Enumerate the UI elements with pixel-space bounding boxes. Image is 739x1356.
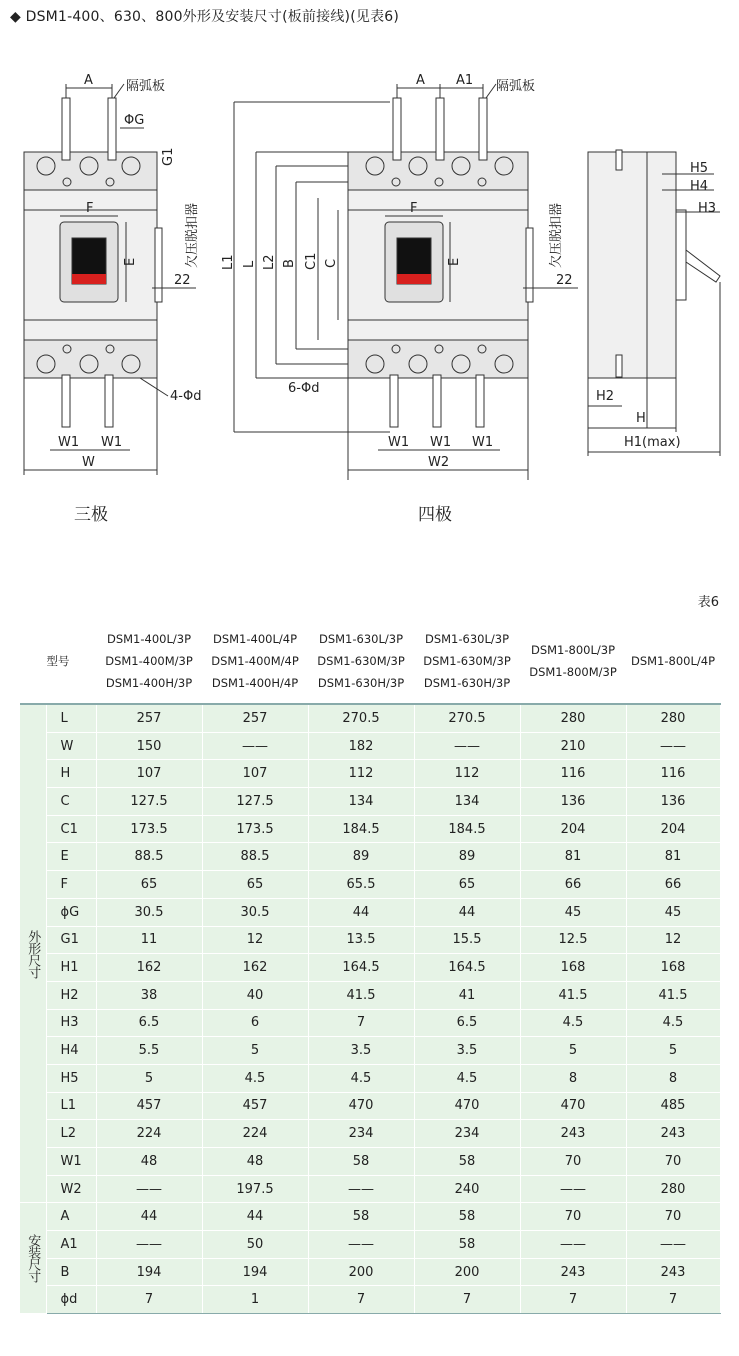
- dim-label-e-4p: E: [447, 257, 462, 266]
- dim-label-w1-c: W1: [388, 435, 410, 450]
- page-heading: ◆ DSM1-400、630、800外形及安装尺寸(板前接线)(见表6): [10, 9, 400, 25]
- dim-label-w1-a: W1: [58, 435, 80, 450]
- model-column: [414, 619, 520, 704]
- table-cell: 1: [202, 1286, 308, 1314]
- dim-label-w1-b: W1: [101, 435, 123, 450]
- table-row: [20, 1037, 720, 1065]
- table-cell: ——: [308, 1231, 414, 1259]
- table-cell: 224: [96, 1120, 202, 1148]
- table-cell: 12.5: [520, 926, 626, 954]
- table-cell: 470: [308, 1092, 414, 1120]
- table-row: [20, 843, 720, 871]
- table-cell: 136: [520, 788, 626, 816]
- table-cell: 184.5: [308, 815, 414, 843]
- model-name: DSM1-400H/3P: [105, 676, 193, 690]
- table-cell: 162: [202, 954, 308, 982]
- table-cell: 134: [414, 788, 520, 816]
- table-cell: 457: [96, 1092, 202, 1120]
- table-cell: 45: [626, 898, 720, 926]
- dim-label-w: W: [82, 455, 95, 470]
- table-cell: 41: [414, 981, 520, 1009]
- dim-label-a1: A1: [456, 73, 474, 88]
- table-label: 表6: [697, 595, 719, 610]
- label-holes-4p: 6-Φd: [288, 381, 320, 396]
- table-cell: 70: [626, 1203, 720, 1231]
- table-cell: 257: [96, 704, 202, 732]
- row-label: H3: [46, 1009, 96, 1037]
- table-row: [20, 1092, 720, 1120]
- row-label: G1: [46, 926, 96, 954]
- table-cell: 197.5: [202, 1175, 308, 1203]
- table-cell: 243: [520, 1120, 626, 1148]
- table-cell: 116: [626, 760, 720, 788]
- table-cell: 204: [626, 815, 720, 843]
- table-cell: 4.5: [626, 1009, 720, 1037]
- table-cell: 6.5: [414, 1009, 520, 1037]
- table-cell: 58: [414, 1203, 520, 1231]
- table-cell: 107: [202, 760, 308, 788]
- table-cell: 162: [96, 954, 202, 982]
- table-cell: 44: [202, 1203, 308, 1231]
- table-cell: 200: [414, 1258, 520, 1286]
- model-name: DSM1-400M/3P: [105, 654, 193, 668]
- table-cell: 7: [520, 1286, 626, 1314]
- table-cell: 7: [626, 1286, 720, 1314]
- model-column: [202, 619, 308, 704]
- dim-label-w1-e: W1: [472, 435, 494, 450]
- table-cell: 66: [626, 871, 720, 899]
- table-row: [20, 732, 720, 760]
- dimension-drawing: [0, 40, 739, 500]
- table-row: [20, 1175, 720, 1203]
- table-cell: 5: [202, 1037, 308, 1065]
- table-cell: ——: [308, 1175, 414, 1203]
- table-cell: 243: [626, 1120, 720, 1148]
- table-cell: 3.5: [414, 1037, 520, 1065]
- dim-label-h5: H5: [690, 161, 709, 176]
- model-name: DSM1-630M/3P: [317, 654, 405, 668]
- model-name: DSM1-630M/3P: [423, 654, 511, 668]
- table-cell: 58: [308, 1203, 414, 1231]
- table-row: [20, 815, 720, 843]
- dim-label-c: C: [324, 258, 339, 268]
- table-cell: 173.5: [202, 815, 308, 843]
- table-cell: 12: [626, 926, 720, 954]
- table-cell: 194: [96, 1258, 202, 1286]
- label-arc-plate-3p: 隔弧板: [126, 79, 166, 94]
- table-cell: 127.5: [96, 788, 202, 816]
- table-cell: 257: [202, 704, 308, 732]
- table-cell: 470: [520, 1092, 626, 1120]
- row-label: W: [46, 732, 96, 760]
- table-row: [20, 1148, 720, 1176]
- dim-label-e-3p: E: [123, 257, 138, 266]
- table-cell: 234: [308, 1120, 414, 1148]
- table-cell: 164.5: [414, 954, 520, 982]
- dim-label-h1max: H1(max): [624, 435, 681, 450]
- model-header: 型号: [20, 619, 96, 704]
- model-name: DSM1-400H/4P: [211, 676, 299, 690]
- table-row: [20, 871, 720, 899]
- table-cell: 182: [308, 732, 414, 760]
- row-label: W1: [46, 1148, 96, 1176]
- table-cell: 4.5: [202, 1064, 308, 1092]
- table-cell: 70: [626, 1148, 720, 1176]
- table-cell: 150: [96, 732, 202, 760]
- table-cell: 234: [414, 1120, 520, 1148]
- table-cell: 30.5: [202, 898, 308, 926]
- table-cell: 48: [202, 1148, 308, 1176]
- table-cell: 8: [520, 1064, 626, 1092]
- table-cell: 70: [520, 1203, 626, 1231]
- row-label: W2: [46, 1175, 96, 1203]
- table-cell: 65: [202, 871, 308, 899]
- table-cell: 45: [520, 898, 626, 926]
- model-name: DSM1-800L/3P: [530, 643, 616, 657]
- table-cell: 7: [96, 1286, 202, 1314]
- table-cell: 173.5: [96, 815, 202, 843]
- table-cell: 58: [414, 1231, 520, 1259]
- dim-label-h2: H2: [596, 389, 615, 404]
- model-name: DSM1-630L/3P: [424, 632, 510, 646]
- dim-label-b: B: [282, 259, 297, 268]
- table-row: [20, 1203, 720, 1231]
- table-cell: 243: [626, 1258, 720, 1286]
- dim-label-w2: W2: [428, 455, 450, 470]
- model-name: DSM1-800M/3P: [529, 665, 617, 679]
- table-cell: 240: [414, 1175, 520, 1203]
- table-cell: 40: [202, 981, 308, 1009]
- row-label: A1: [46, 1231, 96, 1259]
- row-label: F: [46, 871, 96, 899]
- table-cell: 65: [414, 871, 520, 899]
- table-cell: ——: [626, 1231, 720, 1259]
- row-label: H4: [46, 1037, 96, 1065]
- table-row: [20, 981, 720, 1009]
- dim-label-l: L: [242, 260, 257, 268]
- model-column: [626, 619, 720, 704]
- table-cell: 41.5: [308, 981, 414, 1009]
- dim-label-l1: L1: [221, 254, 236, 270]
- dim-label-phig: ΦG: [124, 113, 145, 128]
- table-cell: 485: [626, 1092, 720, 1120]
- table-cell: 280: [520, 704, 626, 732]
- table-row: [20, 1120, 720, 1148]
- model-column: [308, 619, 414, 704]
- dim-label-h4: H4: [690, 179, 709, 194]
- row-label: ϕG: [46, 898, 96, 926]
- row-label: H2: [46, 981, 96, 1009]
- table-cell: ——: [96, 1231, 202, 1259]
- dim-label-22-3p: 22: [174, 273, 191, 288]
- model-name: DSM1-400L/4P: [212, 632, 298, 646]
- table-cell: 89: [308, 843, 414, 871]
- row-label: H5: [46, 1064, 96, 1092]
- table-cell: 127.5: [202, 788, 308, 816]
- table-cell: 65: [96, 871, 202, 899]
- table-cell: 243: [520, 1258, 626, 1286]
- table-cell: 81: [520, 843, 626, 871]
- table-row: [20, 898, 720, 926]
- label-arc-plate-4p: 隔弧板: [496, 79, 536, 94]
- table-cell: 470: [414, 1092, 520, 1120]
- model-name: DSM1-630H/3P: [423, 676, 511, 690]
- table-cell: 58: [308, 1148, 414, 1176]
- table-cell: 44: [414, 898, 520, 926]
- row-label: L: [46, 704, 96, 732]
- model-name: DSM1-400M/4P: [211, 654, 299, 668]
- table-cell: ——: [414, 732, 520, 760]
- row-label: H1: [46, 954, 96, 982]
- table-row: [20, 788, 720, 816]
- table-cell: 88.5: [202, 843, 308, 871]
- table-cell: 112: [308, 760, 414, 788]
- table-cell: 44: [308, 898, 414, 926]
- table-cell: 58: [414, 1148, 520, 1176]
- table-cell: 116: [520, 760, 626, 788]
- three-pole-front-view: [24, 84, 196, 475]
- table-cell: 15.5: [414, 926, 520, 954]
- table-cell: 65.5: [308, 871, 414, 899]
- table-cell: 6: [202, 1009, 308, 1037]
- row-label: E: [46, 843, 96, 871]
- table-cell: 89: [414, 843, 520, 871]
- model-name: DSM1-400L/3P: [106, 632, 192, 646]
- table-cell: ——: [520, 1231, 626, 1259]
- row-label: A: [46, 1203, 96, 1231]
- table-cell: 50: [202, 1231, 308, 1259]
- row-group-label: 安装尺寸: [20, 1203, 46, 1314]
- caption-three-pole: 三极: [74, 505, 108, 525]
- dim-label-l2: L2: [262, 254, 277, 270]
- table-cell: 44: [96, 1203, 202, 1231]
- table-cell: 30.5: [96, 898, 202, 926]
- model-column: [96, 619, 202, 704]
- dim-label-g1: G1: [161, 147, 176, 166]
- table-cell: 70: [520, 1148, 626, 1176]
- row-label: C1: [46, 815, 96, 843]
- table-row: [20, 1258, 720, 1286]
- table-cell: 13.5: [308, 926, 414, 954]
- table-cell: 66: [520, 871, 626, 899]
- table-cell: 7: [308, 1009, 414, 1037]
- table-cell: 88.5: [96, 843, 202, 871]
- table-cell: 224: [202, 1120, 308, 1148]
- label-undervoltage-3p: 欠压脱扣器: [185, 202, 200, 268]
- table-cell: ——: [202, 732, 308, 760]
- table-cell: 41.5: [520, 981, 626, 1009]
- table-row: [20, 926, 720, 954]
- row-label: H: [46, 760, 96, 788]
- table-cell: 107: [96, 760, 202, 788]
- table-cell: 280: [626, 1175, 720, 1203]
- table-cell: 270.5: [414, 704, 520, 732]
- table-cell: 457: [202, 1092, 308, 1120]
- table-cell: 5: [520, 1037, 626, 1065]
- dim-label-a-3p: A: [84, 73, 93, 88]
- table-cell: 11: [96, 926, 202, 954]
- table-cell: 8: [626, 1064, 720, 1092]
- table-cell: 5: [626, 1037, 720, 1065]
- row-label: L1: [46, 1092, 96, 1120]
- table-cell: 41.5: [626, 981, 720, 1009]
- dim-label-h3: H3: [698, 201, 717, 216]
- table-cell: 7: [308, 1286, 414, 1314]
- label-undervoltage-4p: 欠压脱扣器: [549, 202, 564, 268]
- table-row: [20, 954, 720, 982]
- table-cell: 48: [96, 1148, 202, 1176]
- four-pole-front-view: [234, 84, 578, 480]
- table-cell: 7: [414, 1286, 520, 1314]
- table-cell: 38: [96, 981, 202, 1009]
- table-body: [20, 704, 720, 1314]
- row-label: B: [46, 1258, 96, 1286]
- row-label: ϕd: [46, 1286, 96, 1314]
- dim-label-a-4p: A: [416, 73, 425, 88]
- table-cell: 200: [308, 1258, 414, 1286]
- table-cell: ——: [626, 732, 720, 760]
- table-row: [20, 1286, 720, 1314]
- row-label: C: [46, 788, 96, 816]
- table-cell: 5.5: [96, 1037, 202, 1065]
- row-label: L2: [46, 1120, 96, 1148]
- table-cell: 6.5: [96, 1009, 202, 1037]
- table-cell: 194: [202, 1258, 308, 1286]
- table-cell: 280: [626, 704, 720, 732]
- table-row: [20, 704, 720, 732]
- table-cell: 4.5: [414, 1064, 520, 1092]
- table-cell: 270.5: [308, 704, 414, 732]
- table-cell: 3.5: [308, 1037, 414, 1065]
- dim-label-22-4p: 22: [556, 273, 573, 288]
- table-cell: 164.5: [308, 954, 414, 982]
- model-name: DSM1-630H/3P: [317, 676, 405, 690]
- dim-label-w1-d: W1: [430, 435, 452, 450]
- table-row: [20, 1231, 720, 1259]
- dimension-table: [20, 619, 721, 1314]
- table-cell: 134: [308, 788, 414, 816]
- table-cell: 168: [626, 954, 720, 982]
- model-column: [520, 619, 626, 704]
- caption-four-pole: 四极: [418, 505, 452, 525]
- dim-label-h: H: [636, 411, 646, 426]
- table-header-row: [20, 619, 720, 704]
- table-cell: 184.5: [414, 815, 520, 843]
- model-name: DSM1-800L/4P: [630, 654, 716, 668]
- table-cell: 12: [202, 926, 308, 954]
- table-cell: 5: [96, 1064, 202, 1092]
- table-cell: 4.5: [308, 1064, 414, 1092]
- table-row: [20, 1064, 720, 1092]
- side-view: [588, 150, 720, 456]
- table-row: [20, 1009, 720, 1037]
- dim-label-f-4p: F: [410, 201, 418, 216]
- table-cell: 210: [520, 732, 626, 760]
- dim-label-c1: C1: [304, 252, 319, 270]
- table-cell: ——: [520, 1175, 626, 1203]
- table-cell: 4.5: [520, 1009, 626, 1037]
- dim-label-f-3p: F: [86, 201, 94, 216]
- model-name: DSM1-630L/3P: [318, 632, 404, 646]
- table-row: [20, 760, 720, 788]
- label-holes-3p: 4-Φd: [170, 389, 202, 404]
- row-group-label: 外形尺寸: [20, 704, 46, 1203]
- table-cell: 204: [520, 815, 626, 843]
- table-cell: 168: [520, 954, 626, 982]
- table-cell: 112: [414, 760, 520, 788]
- table-cell: 81: [626, 843, 720, 871]
- table-cell: ——: [96, 1175, 202, 1203]
- table-cell: 136: [626, 788, 720, 816]
